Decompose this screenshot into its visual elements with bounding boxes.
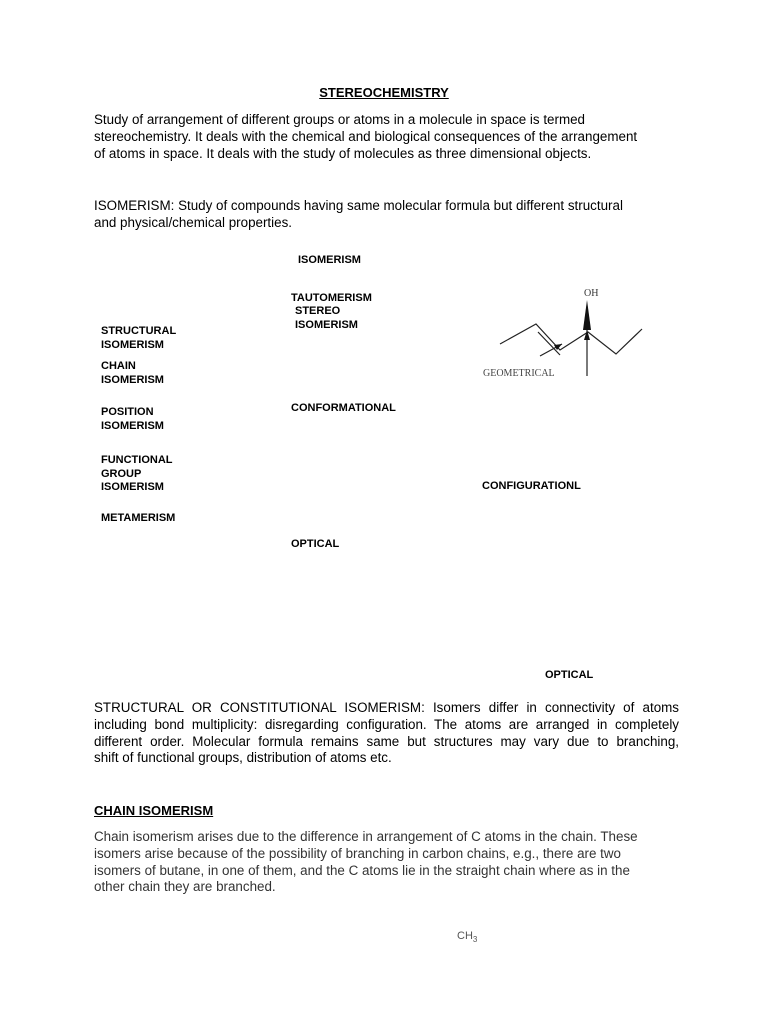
chain-line: Chain isomerism arises due to the difference in arrangement of C atoms in the chain. These: [94, 829, 638, 844]
chain-line: isomers arise because of the possibility of branching in carbon chains, e.g., there are two: [94, 845, 621, 861]
carbon-chain: [500, 324, 642, 354]
label-line: CHAIN: [101, 360, 136, 372]
label-position-isomerism: [101, 406, 164, 433]
label-optical: OPTICAL: [291, 538, 340, 550]
wedge-bond: [583, 300, 591, 330]
label-chain-isomerism: [101, 360, 164, 387]
label-line: ISOMERISM: [101, 338, 164, 351]
label-line: FUNCTIONAL: [101, 454, 173, 466]
isomerism-definition: [94, 198, 669, 232]
label-line: ISOMERISM: [101, 481, 164, 494]
label-configurational: CONFIGURATIONL: [482, 480, 581, 492]
structural-line: STRUCTURAL OR CONSTITUTIONAL ISOMERISM: Isomers differ in connectivity of atoms: [94, 700, 679, 715]
isomerism-line: and physical/chemical properties.: [94, 214, 292, 230]
intro-line: of atoms in space. It deals with the study of molecules as three dimensional objects.: [94, 145, 592, 161]
structural-line: including bond multiplicity: disregarding configuration. The atoms are arranged in completely: [94, 716, 679, 732]
structural-definition: [94, 700, 679, 767]
intro-line: stereochemistry. It deals with the chemical and biological consequences of the arrangement: [94, 128, 638, 144]
page-title: STEREOCHEMISTRY: [319, 85, 449, 100]
label-functional-group-isomerism: [101, 454, 173, 495]
chain-line: isomers of butane, in one of them, and the C atoms lie in the straight chain where as in the: [94, 862, 630, 878]
chain-line: other chain they are branched.: [94, 879, 276, 895]
isomerism-line: ISOMERISM: Study of compounds having same molecular formula but different structural: [94, 198, 623, 213]
ch3-subscript: 3: [472, 935, 478, 945]
intro-line: Study of arrangement of different groups or atoms in a molecule in space is termed: [94, 112, 586, 127]
label-conformational: CONFORMATIONAL: [291, 402, 396, 414]
arrow-optical-head: [584, 330, 590, 340]
label-stereo-isomerism: ISOMERISM: [295, 319, 358, 331]
label-structural-isomerism: [101, 325, 176, 352]
label-stereo: STEREO: [295, 305, 341, 317]
oh-label: OH: [584, 288, 599, 299]
structural-line: shift of functional groups, distribution of atoms etc.: [94, 750, 392, 766]
label-line: ISOMERISM: [101, 373, 164, 386]
label-tautomerism: TAUTOMERISM: [291, 292, 372, 304]
intro-paragraph: [94, 112, 679, 162]
ch3-label: [457, 930, 477, 944]
geometrical-label: GEOMETRICAL: [483, 368, 555, 379]
molecule-sketch: [470, 284, 660, 384]
ch3-text: CH: [457, 930, 473, 942]
label-metamerism: METAMERISM: [101, 512, 176, 524]
label-line: GROUP: [101, 467, 142, 480]
label-line: STRUCTURAL: [101, 325, 177, 337]
label-line: ISOMERISM: [101, 419, 164, 432]
label-isomerism: ISOMERISM: [298, 254, 361, 266]
structural-line: different order. Molecular formula remains same but structures may vary due to branching,: [94, 733, 679, 749]
chain-isomerism-heading: CHAIN ISOMERISM: [94, 803, 214, 818]
label-line: POSITION: [101, 406, 154, 418]
chain-definition: [94, 829, 679, 896]
label-optical-right: OPTICAL: [545, 669, 594, 681]
